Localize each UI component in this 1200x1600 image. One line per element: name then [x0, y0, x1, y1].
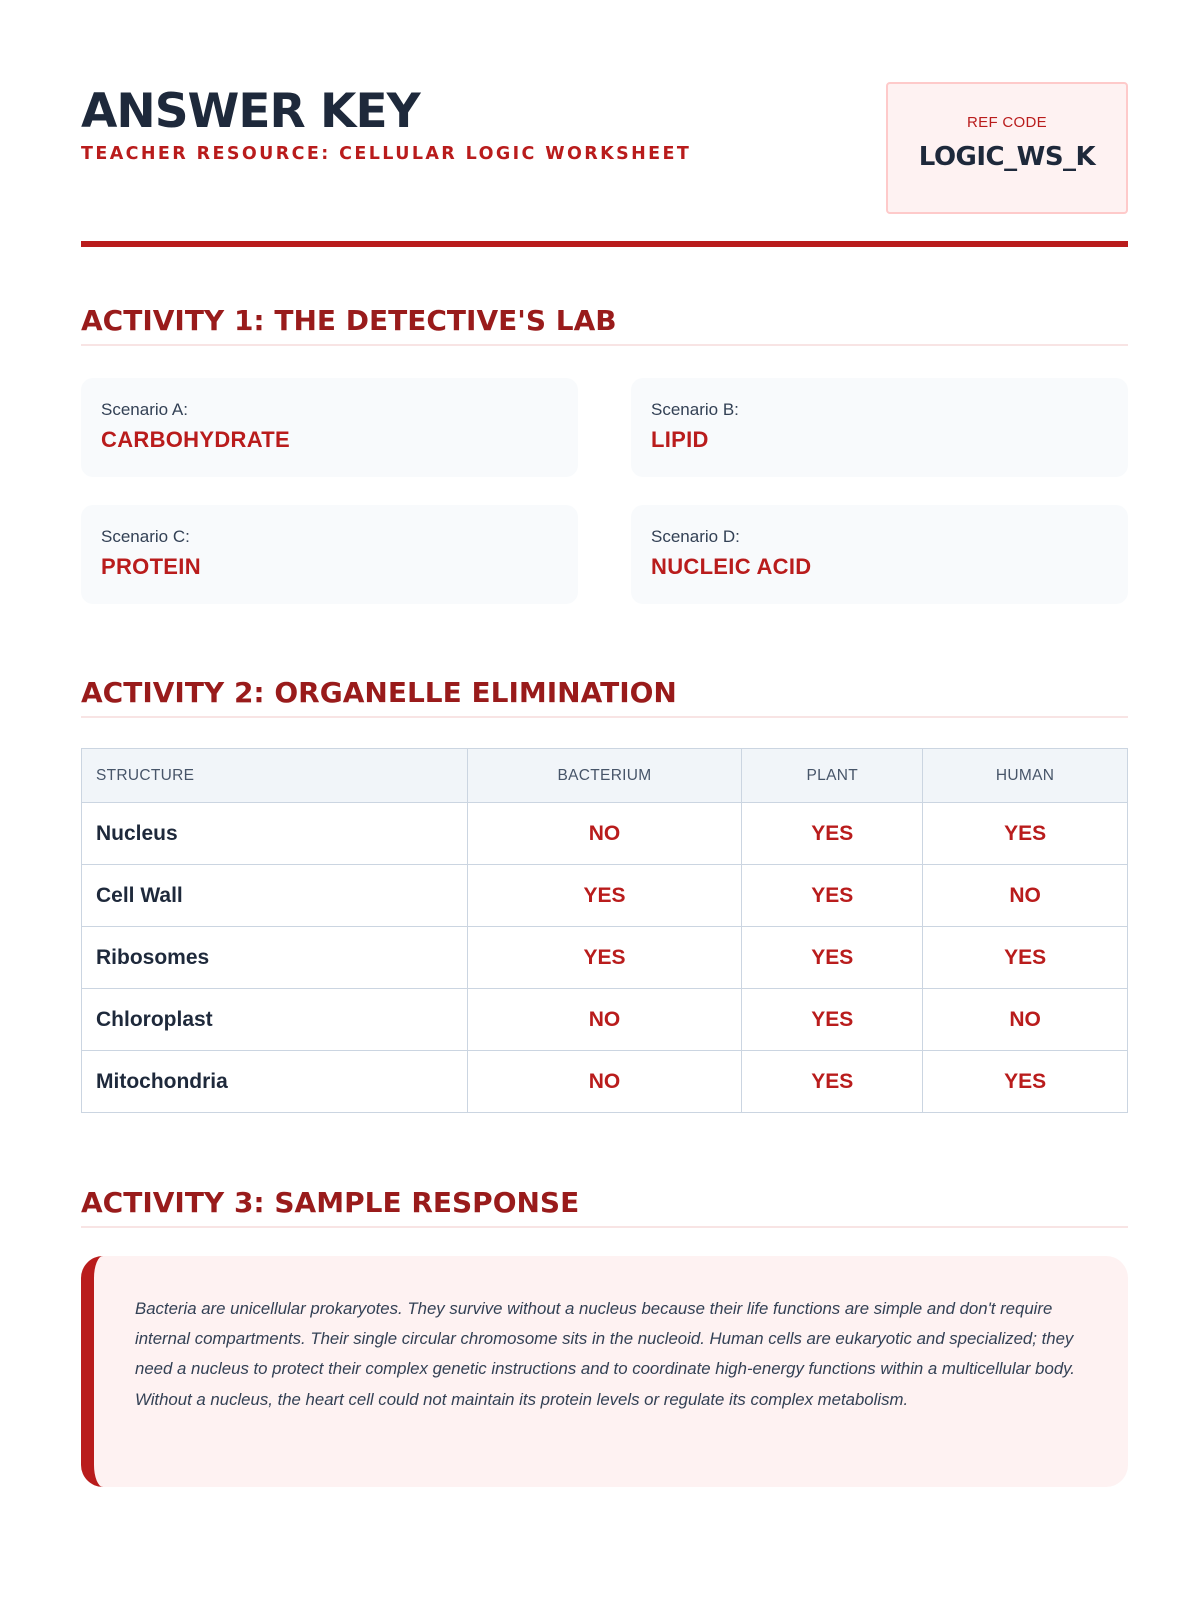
activity1-title: ACTIVITY 1: THE DETECTIVE'S LAB [81, 306, 1128, 346]
scenario-answer: NUCLEIC ACID [651, 554, 812, 579]
bacterium-cell: YES [467, 927, 742, 989]
bacterium-cell: YES [467, 865, 742, 927]
human-cell: YES [923, 927, 1128, 989]
plant-cell: YES [742, 1051, 923, 1113]
column-header-structure: STRUCTURE [82, 749, 468, 803]
scenario-card-c [81, 505, 578, 604]
page-subtitle: TEACHER RESOURCE: CELLULAR LOGIC WORKSHEET [81, 144, 692, 164]
sample-response-text: Bacteria are unicellular prokaryotes. They survive without a nucleus because their life functions are simple and don't require internal compartments. Their single circular chromosome sits in the nucleoid. Human cells are eukaryotic and specialized; they need a nucleus to protect their complex genetic instructions and to coordinate high-energy functions within a multicellular body. Without a nucleus, the heart cell could not maintain its protein levels or regulate its complex metabolism. [135, 1299, 1075, 1409]
scenario-label: Scenario D: [651, 527, 740, 546]
human-cell: NO [923, 989, 1128, 1051]
ref-code-value: LOGIC_WS_K [918, 142, 1096, 172]
scenario-answer: CARBOHYDRATE [101, 427, 290, 452]
table-row [82, 865, 1128, 927]
page-header [81, 82, 1128, 214]
scenario-card-b [631, 378, 1128, 477]
human-cell: YES [923, 803, 1128, 865]
table-row [82, 927, 1128, 989]
scenario-label: Scenario C: [101, 527, 190, 546]
column-header-plant: PLANT [742, 749, 923, 803]
structure-cell: Nucleus [82, 803, 468, 865]
structure-cell: Cell Wall [82, 865, 468, 927]
plant-cell: YES [742, 865, 923, 927]
sample-response-box [81, 1256, 1128, 1487]
table-row [82, 989, 1128, 1051]
organelle-table [81, 748, 1128, 1113]
human-cell: YES [923, 1051, 1128, 1113]
ref-code-label: REF CODE [967, 114, 1047, 131]
column-header-bacterium: BACTERIUM [467, 749, 742, 803]
scenario-label: Scenario B: [651, 400, 739, 419]
plant-cell: YES [742, 989, 923, 1051]
human-cell: NO [923, 865, 1128, 927]
plant-cell: YES [742, 927, 923, 989]
scenario-card-a [81, 378, 578, 477]
table-row [82, 1051, 1128, 1113]
activity2-title: ACTIVITY 2: ORGANELLE ELIMINATION [81, 678, 1128, 718]
scenario-label: Scenario A: [101, 400, 188, 419]
bacterium-cell: NO [467, 1051, 742, 1113]
structure-cell: Mitochondria [82, 1051, 468, 1113]
page-title: ANSWER KEY [81, 84, 420, 139]
table-row [82, 803, 1128, 865]
scenario-answer: LIPID [651, 427, 709, 452]
header-divider [81, 241, 1128, 247]
column-header-human: HUMAN [923, 749, 1128, 803]
structure-cell: Ribosomes [82, 927, 468, 989]
activity3-title: ACTIVITY 3: SAMPLE RESPONSE [81, 1188, 1128, 1228]
bacterium-cell: NO [467, 989, 742, 1051]
structure-cell: Chloroplast [82, 989, 468, 1051]
scenario-card-d [631, 505, 1128, 604]
scenario-answer: PROTEIN [101, 554, 201, 579]
ref-code-box [886, 82, 1128, 214]
table-header-row [82, 749, 1128, 803]
bacterium-cell: NO [467, 803, 742, 865]
plant-cell: YES [742, 803, 923, 865]
